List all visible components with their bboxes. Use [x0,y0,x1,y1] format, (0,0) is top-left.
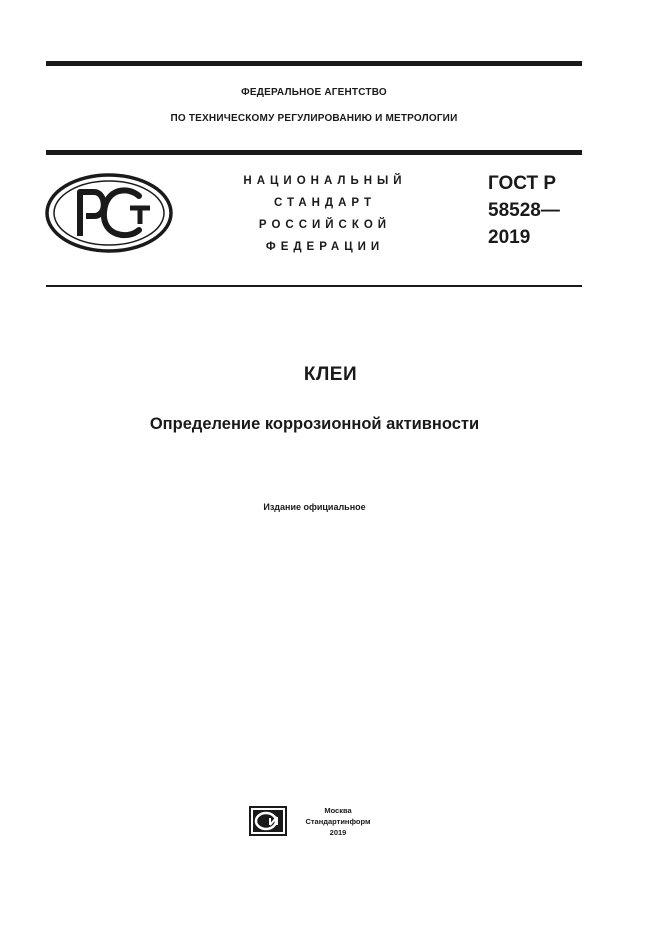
agency-line-2: ПО ТЕХНИЧЕСКОМУ РЕГУЛИРОВАНИЮ И МЕТРОЛОГИИ [170,113,458,124]
bottom-rule [46,285,582,287]
publisher-block [295,805,381,838]
publisher-name: Стандартинформ [305,817,371,826]
gost-code-line: ГОСТ Р [488,173,557,194]
rst-emblem-icon [44,172,174,254]
standard-word: СТАНДАРТ [274,197,376,209]
standard-word: НАЦИОНАЛЬНЫЙ [243,175,407,187]
agency-line-1: ФЕДЕРАЛЬНОЕ АГЕНТСТВО [241,87,387,98]
standard-word: РОССИЙСКОЙ [258,219,392,231]
middle-rule [46,150,582,155]
document-title: КЛЕИ [303,364,358,385]
standard-word: ФЕДЕРАЦИИ [265,241,385,253]
gost-code [488,170,560,251]
edition-label: Издание официальное [263,502,366,512]
publisher-city: Москва [324,806,352,815]
gost-code-line: 2019 [488,227,531,248]
top-rule [46,61,582,66]
document-subtitle: Определение коррозионной активности [149,415,480,433]
publisher-year: 2019 [329,828,347,837]
standartinform-logo-icon [249,806,287,836]
gost-code-line: 58528— [488,200,560,221]
standard-words [218,170,432,258]
